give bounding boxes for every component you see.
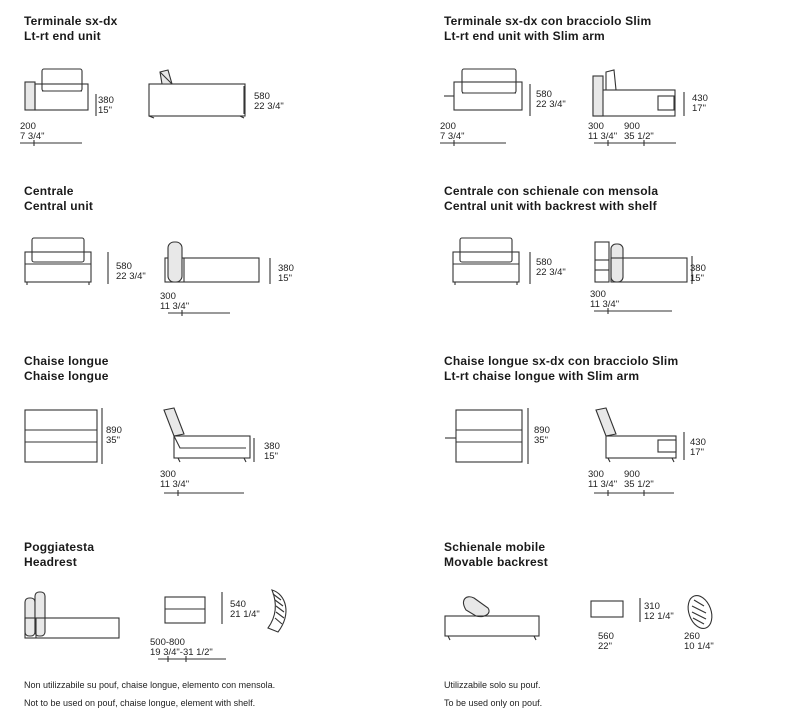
dim-length: 890 35"	[106, 425, 122, 446]
top-view-drawing	[444, 408, 524, 466]
front-view-drawing	[24, 66, 90, 116]
title-english: Headrest	[24, 555, 77, 569]
dim-height: 540 21 1/4"	[230, 599, 260, 620]
dim-depth-a: 300 11 3/4"	[588, 121, 618, 142]
height-line	[106, 252, 110, 284]
dim-height: 380 15"	[98, 95, 114, 116]
height-line-2	[252, 438, 256, 462]
title-italian: Chaise longue	[24, 354, 109, 368]
headrest-side-icon	[264, 588, 294, 634]
title-english: Lt-rt end unit with Slim arm	[444, 29, 605, 43]
usage-note: Utilizzabile solo su pouf. To be used only on pouf.	[444, 680, 543, 708]
height-line	[220, 592, 224, 624]
height-line	[94, 94, 98, 116]
height-line-2	[268, 258, 272, 284]
section-central-unit-shelf	[444, 184, 800, 359]
height-line-2	[682, 432, 686, 460]
side-view-drawing	[592, 70, 682, 120]
side-view-drawing	[158, 406, 254, 464]
dim-total-height: 580 22 3/4"	[254, 91, 284, 112]
width-line	[158, 656, 226, 662]
dim-width-range: 500-800 19 3/4"-31 1/2"	[150, 637, 213, 658]
section-title	[444, 354, 678, 384]
title-italian: Terminale sx-dx con bracciolo Slim	[444, 14, 652, 28]
depth-line	[168, 310, 230, 316]
section-title	[24, 14, 117, 44]
side-view-drawing	[148, 70, 248, 120]
section-title	[24, 540, 94, 570]
section-central-unit	[24, 184, 394, 359]
dim-height: 310 12 1/4"	[644, 601, 674, 622]
section-title	[444, 184, 658, 214]
title-english: Central unit with backrest with shelf	[444, 199, 657, 213]
title-italian: Terminale sx-dx	[24, 14, 118, 28]
height-line-2	[242, 86, 246, 114]
height-line	[638, 598, 642, 622]
height-line	[528, 84, 532, 116]
dim-depth-a: 300 11 3/4"	[588, 469, 618, 490]
title-italian: Centrale	[24, 184, 74, 198]
title-italian: Poggiatesta	[24, 540, 95, 554]
backrest-on-pouf-drawing	[444, 592, 544, 644]
section-title	[24, 184, 93, 214]
height-line-2	[682, 92, 686, 116]
depth-line	[594, 140, 676, 146]
side-view-drawing	[164, 240, 264, 286]
length-line	[100, 408, 104, 464]
title-italian: Schienale mobile	[444, 540, 546, 554]
dim-width: 560 22"	[598, 631, 614, 652]
dim-height: 580 22 3/4"	[536, 89, 566, 110]
dim-height: 580 22 3/4"	[536, 257, 566, 278]
dim-height: 580 22 3/4"	[116, 261, 146, 282]
title-italian: Centrale con schienale con mensola	[444, 184, 659, 198]
title-english: Movable backrest	[444, 555, 548, 569]
section-title	[24, 354, 109, 384]
title-english: Lt-rt end unit	[24, 29, 101, 43]
title-english: Central unit	[24, 199, 94, 213]
backrest-side-icon	[684, 592, 718, 632]
dim-width: 200 7 3/4"	[440, 121, 465, 142]
dim-depth: 260 10 1/4"	[684, 631, 714, 652]
front-view-drawing	[452, 236, 524, 286]
section-title	[444, 14, 651, 44]
title-english: Lt-rt chaise longue with Slim arm	[444, 369, 640, 383]
dim-height-right: 430 17"	[690, 437, 706, 458]
width-line	[20, 140, 82, 146]
title-english: Chaise longue	[24, 369, 109, 383]
dim-depth: 300 11 3/4"	[160, 291, 190, 312]
depth-line	[594, 308, 672, 314]
dim-width: 200 7 3/4"	[20, 121, 45, 142]
front-view-drawing	[444, 66, 526, 116]
section-chaise-longue	[24, 354, 394, 529]
front-view-drawing	[24, 236, 96, 286]
dim-depth: 300 11 3/4"	[160, 469, 190, 490]
section-lt-rt-end-unit-slim-arm	[440, 14, 800, 189]
dim-seat-height: 380 15"	[278, 263, 294, 284]
section-chaise-longue-slim-arm	[444, 354, 800, 529]
headrest-front-drawing	[164, 596, 208, 626]
dim-depth: 300 11 3/4"	[590, 289, 620, 310]
top-view-drawing	[24, 408, 100, 466]
title-italian: Chaise longue sx-dx con bracciolo Slim	[444, 354, 679, 368]
dim-depth-b: 900 35 1/2"	[624, 121, 654, 142]
depth-line	[594, 490, 674, 496]
side-view-drawing	[592, 406, 682, 464]
dim-seat-height: 380 15"	[264, 441, 280, 462]
section-headrest	[24, 540, 394, 715]
usage-note: Non utilizzabile su pouf, chaise longue, elemento con mensola. Not to be used on pouf, chaise longue, element with shelf.	[24, 680, 276, 708]
section-lt-rt-end-unit	[20, 14, 394, 189]
depth-line	[164, 490, 244, 496]
length-line	[526, 408, 530, 464]
section-title	[444, 540, 548, 570]
dim-depth-b: 900 35 1/2"	[624, 469, 654, 490]
height-line	[528, 252, 532, 284]
dim-height-right: 430 17"	[692, 93, 708, 114]
dim-seat-height: 380 15"	[690, 263, 706, 284]
section-movable-backrest	[444, 540, 800, 715]
dim-length: 890 35"	[534, 425, 550, 446]
headrest-on-unit-drawing	[24, 588, 124, 644]
backrest-front-drawing	[590, 600, 626, 620]
width-line	[440, 140, 506, 146]
side-view-drawing	[594, 240, 690, 286]
